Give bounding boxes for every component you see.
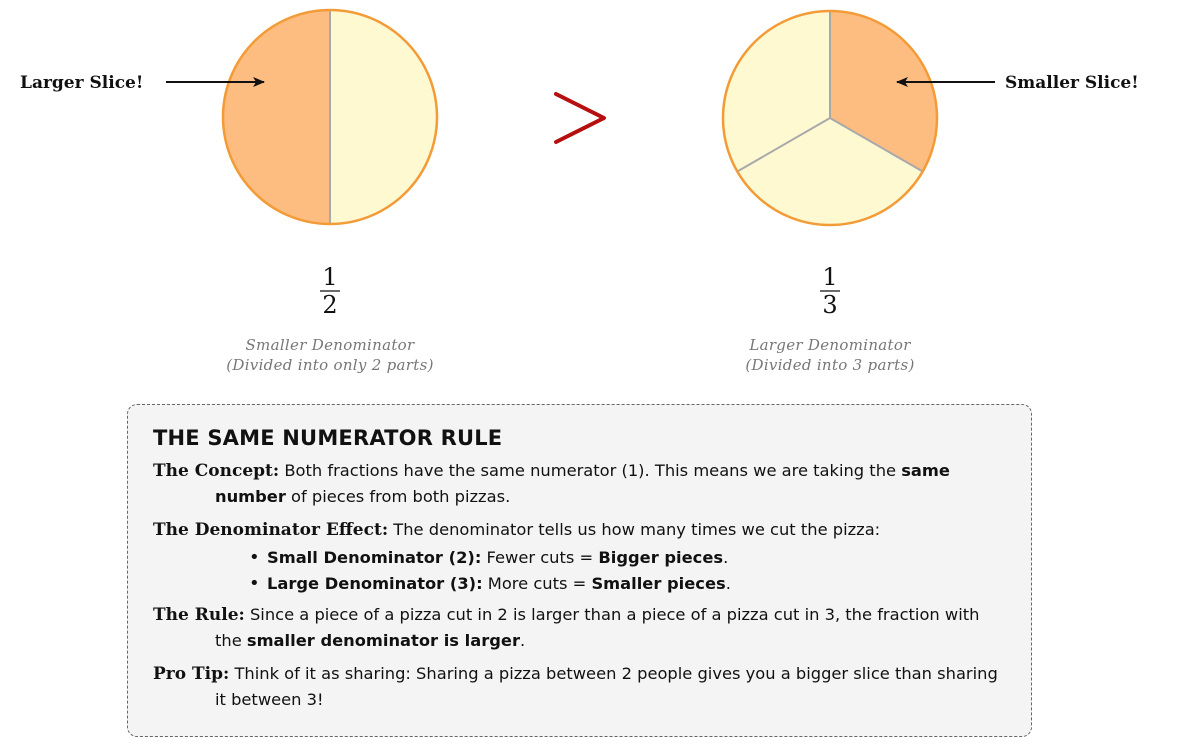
left-slice-label: Larger Slice! (20, 73, 144, 93)
pro-tip-text: Think of it as sharing: Sharing a pizza between 2 people gives you a bigger slice than sharing it between 3! (215, 664, 998, 709)
pro-tip-paragraph (153, 661, 1005, 713)
effect-term: The Denominator Effect: (153, 520, 389, 540)
left-caption-line1: Smaller Denominator (245, 336, 415, 354)
list-item: • Small Denominator (2): Fewer cuts = Bigger pieces. (249, 545, 1005, 571)
right-fraction-denominator: 3 (822, 291, 838, 319)
effect-paragraph (153, 517, 1005, 543)
right-fraction-numerator: 1 (822, 263, 838, 291)
concept-text: Both fractions have the same numerator (1). This means we are taking the (279, 461, 902, 480)
concept-emphasis: same number (215, 461, 950, 506)
half-slice-plain (330, 10, 437, 224)
pizza-thirds (723, 11, 937, 225)
left-caption-line2: (Divided into only 2 parts) (226, 356, 434, 374)
effect-list (249, 545, 1005, 597)
concept-paragraph (153, 458, 1005, 510)
concept-text-end: of pieces from both pizzas. (285, 487, 511, 506)
concept-term: The Concept: (153, 461, 280, 481)
left-fraction-numerator: 1 (322, 263, 338, 291)
rule-explanation-box (127, 404, 1032, 737)
pizza-halves (223, 10, 437, 224)
left-fraction-denominator: 2 (322, 291, 338, 319)
list-item: • Large Denominator (3): More cuts = Smaller pieces. (249, 571, 1005, 597)
greater-than-icon (556, 94, 604, 142)
effect-text: The denominator tells us how many times we cut the pizza: (388, 520, 881, 539)
right-slice-label: Smaller Slice! (1005, 73, 1139, 93)
right-caption-line1: Larger Denominator (749, 336, 911, 354)
rule-term: The Rule: (153, 605, 245, 625)
right-caption-line2: (Divided into 3 parts) (745, 356, 915, 374)
pro-tip-term: Pro Tip: (153, 664, 230, 684)
rule-paragraph: The Rule: Since a piece of a pizza cut in 2 is larger than a piece of a pizza cut in 3, the fraction with the smaller denominator is larger. (153, 605, 980, 650)
rule-emphasis: smaller denominator is larger (246, 631, 520, 650)
rule-title: THE SAME NUMERATOR RULE (153, 426, 503, 450)
half-slice-highlighted (223, 10, 330, 224)
rule-text: Since a piece of a pizza cut in 2 is larger than a piece of a pizza cut in 3, the fraction with the (215, 605, 980, 650)
